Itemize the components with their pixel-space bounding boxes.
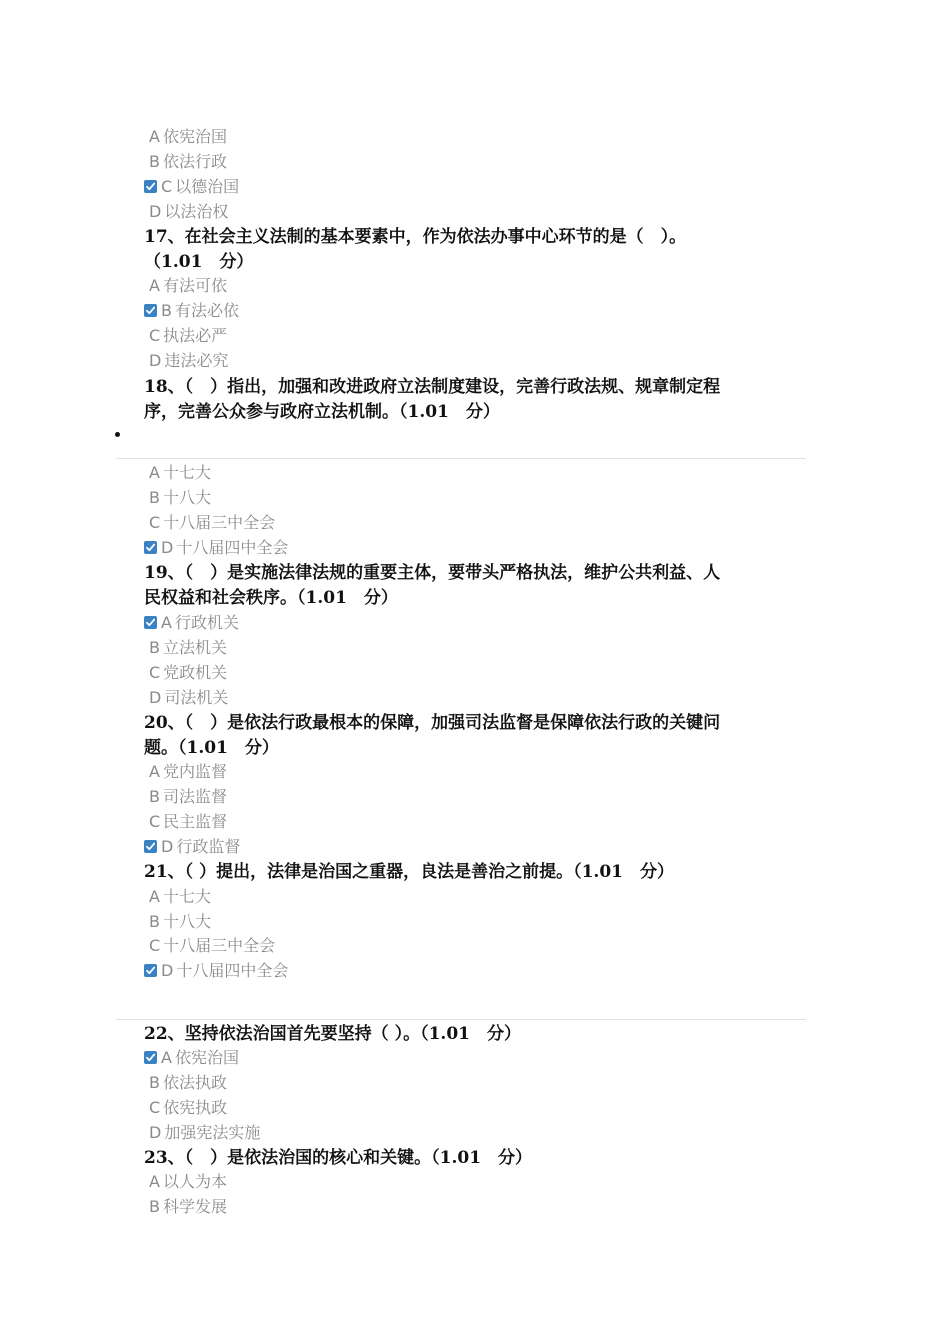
question-20-text: 20、（ ）是依法行政最根本的保障，加强司法监督是保障依法行政的关键问: [144, 713, 721, 733]
q16-option-a[interactable]: A 依宪治国: [149, 127, 227, 146]
question-23-text: 23、（ ）是依法治国的核心和关键。（1.01 分）: [144, 1148, 533, 1168]
checkbox-checked-icon[interactable]: [144, 1051, 157, 1064]
q18-option-c[interactable]: C 十八届三中全会: [149, 513, 276, 532]
checkbox-checked-icon[interactable]: [144, 541, 157, 554]
q17-option-b[interactable]: B 有法必依: [144, 299, 239, 323]
q22-option-a[interactable]: A 依宪治国: [144, 1046, 239, 1070]
q21-option-c[interactable]: C 十八届三中全会: [149, 936, 276, 955]
divider: [116, 458, 806, 459]
q16-option-d[interactable]: D 以法治权: [149, 202, 229, 221]
q19-option-c[interactable]: C 党政机关: [149, 663, 228, 682]
question-21-text: 21、（ ）提出，法律是治国之重器，良法是善治之前提。（1.01 分）: [144, 862, 674, 882]
q23-option-b[interactable]: B 科学发展: [149, 1197, 227, 1216]
q19-option-d[interactable]: D 司法机关: [149, 688, 229, 707]
q18-option-b[interactable]: B 十八大: [149, 488, 211, 507]
question-18-text-cont: 序，完善公众参与政府立法机制。（1.01 分）: [144, 402, 500, 422]
q20-option-c[interactable]: C 民主监督: [149, 812, 228, 831]
q16-option-c[interactable]: C 以德治国: [144, 175, 239, 199]
checkbox-checked-icon[interactable]: [144, 616, 157, 629]
question-17-score: （1.01 分）: [144, 252, 254, 272]
bullet-icon: [115, 432, 120, 437]
divider: [116, 1019, 806, 1020]
question-19-text: 19、（ ）是实施法律法规的重要主体，要带头严格执法，维护公共利益、人: [144, 563, 721, 583]
q20-option-b[interactable]: B 司法监督: [149, 787, 227, 806]
question-22-text: 22、坚持依法治国首先要坚持（ ）。（1.01 分）: [144, 1024, 521, 1044]
q21-option-a[interactable]: A 十七大: [149, 887, 211, 906]
q17-option-a[interactable]: A 有法可依: [149, 276, 227, 295]
q22-option-b[interactable]: B 依法执政: [149, 1073, 227, 1092]
q17-option-d[interactable]: D 违法必究: [149, 351, 229, 370]
question-19-text-cont: 民权益和社会秩序。（1.01 分）: [144, 588, 398, 608]
q21-option-d[interactable]: D 十八届四中全会: [144, 959, 288, 983]
q23-option-a[interactable]: A 以人为本: [149, 1172, 227, 1191]
q19-option-a[interactable]: A 行政机关: [144, 611, 239, 635]
checkbox-checked-icon[interactable]: [144, 840, 157, 853]
q20-option-a[interactable]: A 党内监督: [149, 762, 227, 781]
q22-option-c[interactable]: C 依宪执政: [149, 1098, 228, 1117]
q20-option-d[interactable]: D 行政监督: [144, 835, 240, 859]
question-17-text: 17、在社会主义法制的基本要素中，作为依法办事中心环节的是（ ）。: [144, 227, 687, 247]
q18-option-d[interactable]: D 十八届四中全会: [144, 536, 288, 560]
q21-option-b[interactable]: B 十八大: [149, 912, 211, 931]
question-20-text-cont: 题。（1.01 分）: [144, 738, 279, 758]
checkbox-checked-icon[interactable]: [144, 964, 157, 977]
q16-option-b[interactable]: B 依法行政: [149, 152, 227, 171]
q22-option-d[interactable]: D 加强宪法实施: [149, 1123, 261, 1142]
checkbox-checked-icon[interactable]: [144, 304, 157, 317]
question-18-text: 18、（ ）指出，加强和改进政府立法制度建设，完善行政法规、规章制定程: [144, 377, 721, 397]
q19-option-b[interactable]: B 立法机关: [149, 638, 227, 657]
q18-option-a[interactable]: A 十七大: [149, 463, 211, 482]
checkbox-checked-icon[interactable]: [144, 180, 157, 193]
q17-option-c[interactable]: C 执法必严: [149, 326, 228, 345]
